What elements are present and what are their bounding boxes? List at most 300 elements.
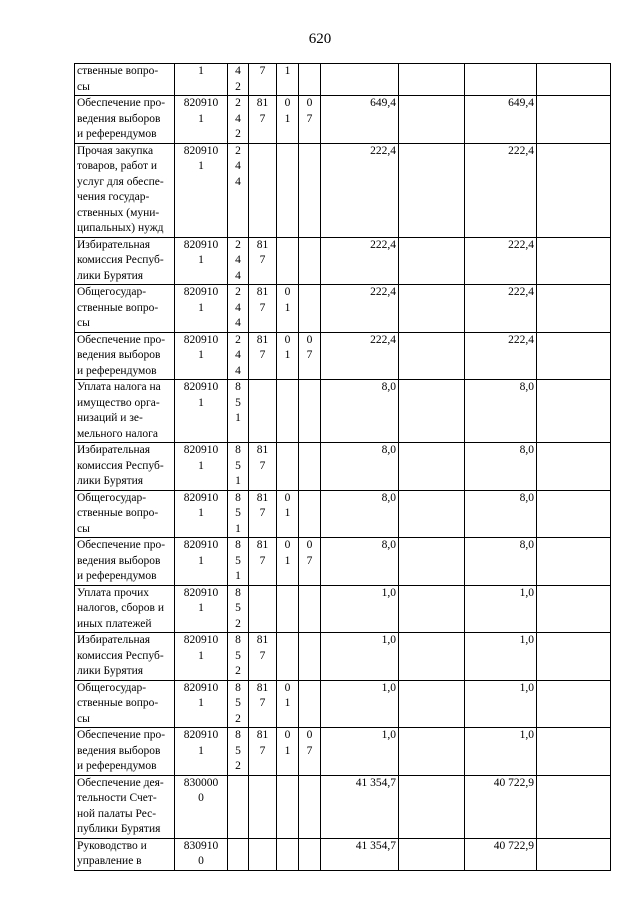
item-name-line: Руководство и xyxy=(77,839,147,852)
table-row xyxy=(75,538,611,586)
expense-type-cell xyxy=(228,585,249,633)
amount-year-2-cell: 8,0 xyxy=(465,538,537,586)
expense-type-cell xyxy=(228,838,249,870)
item-name-line: ведения выборов xyxy=(77,554,161,567)
item-name-line: комиссия Респуб- xyxy=(77,459,164,472)
amount-year-2-cell: 8,0 xyxy=(465,490,537,538)
target-code-line: 820910 xyxy=(183,729,219,741)
section-cell xyxy=(249,490,277,538)
section-line: 81 xyxy=(256,539,269,551)
blank-last-column-cell xyxy=(537,96,611,144)
sub-code-cell xyxy=(299,443,321,491)
expense-type-line: 1 xyxy=(235,570,241,582)
target-code-line: 1 xyxy=(198,396,204,409)
sub-code-line: 0 xyxy=(306,729,313,741)
expense-type-line: 5 xyxy=(235,396,241,409)
expense-type-line: 4 xyxy=(235,175,241,188)
item-name-line: Уплата прочих xyxy=(77,586,150,599)
target-code-line: 820910 xyxy=(183,586,219,599)
sub-code-cell xyxy=(299,237,321,285)
section-line: 7 xyxy=(259,301,266,314)
expense-type-line: 4 xyxy=(235,317,241,329)
target-code-line: 1 xyxy=(198,697,204,709)
blank-column-cell xyxy=(399,237,465,285)
blank-column-cell xyxy=(399,680,465,728)
expense-type-line: 4 xyxy=(235,65,241,77)
table-row xyxy=(75,775,611,838)
target-code-cell xyxy=(175,728,228,776)
item-name-line: Общегосудар- xyxy=(77,286,147,298)
target-code-cell xyxy=(175,143,228,237)
blank-last-column-cell xyxy=(537,728,611,776)
expense-type-line: 1 xyxy=(235,412,241,424)
section-cell xyxy=(249,96,277,144)
target-code-cell xyxy=(175,633,228,681)
item-name-line: комиссия Респуб- xyxy=(77,649,164,662)
amount-year-1-cell: 8,0 xyxy=(321,443,399,491)
section-cell xyxy=(249,143,277,237)
blank-last-column-cell xyxy=(537,64,611,96)
target-code-cell xyxy=(175,838,228,870)
blank-column-cell xyxy=(399,143,465,237)
item-name-line: ведения выборов xyxy=(77,744,161,757)
target-code-line: 820910 xyxy=(183,539,219,551)
sub-code-cell xyxy=(299,538,321,586)
expense-type-line: 5 xyxy=(235,459,241,472)
section-cell xyxy=(249,332,277,380)
subsection-cell xyxy=(277,237,299,285)
expense-type-line: 4 xyxy=(235,364,241,377)
item-name-cell xyxy=(75,380,175,443)
amount-year-1-cell: 222,4 xyxy=(321,332,399,380)
section-cell xyxy=(249,64,277,96)
blank-last-column-cell xyxy=(537,585,611,633)
blank-column-cell xyxy=(399,443,465,491)
amount-year-1-cell: 41 354,7 xyxy=(321,775,399,838)
subsection-line: 1 xyxy=(284,554,291,567)
subsection-line: 0 xyxy=(284,491,291,504)
section-line: 7 xyxy=(259,744,266,757)
sub-code-cell xyxy=(299,585,321,633)
table-row xyxy=(75,490,611,538)
subsection-line: 0 xyxy=(284,729,291,741)
target-code-line: 820910 xyxy=(183,144,219,157)
amount-year-1-cell: 41 354,7 xyxy=(321,838,399,870)
blank-column-cell xyxy=(399,285,465,333)
item-name-line: сы xyxy=(77,317,90,329)
table-row xyxy=(75,443,611,491)
item-name-line: Обеспечение дея- xyxy=(77,776,164,789)
expense-type-line: 8 xyxy=(235,729,241,741)
expense-type-cell xyxy=(228,380,249,443)
subsection-cell xyxy=(277,728,299,776)
target-code-line: 830000 xyxy=(183,776,219,789)
expense-type-line: 4 xyxy=(235,160,241,172)
expense-type-cell xyxy=(228,490,249,538)
blank-column-cell xyxy=(399,838,465,870)
item-name-line: мельного налога xyxy=(77,427,158,440)
subsection-cell xyxy=(277,538,299,586)
subsection-line: 1 xyxy=(284,744,291,757)
section-line: 81 xyxy=(256,491,269,504)
table-row xyxy=(75,633,611,681)
expense-type-line: 2 xyxy=(235,665,241,677)
section-cell xyxy=(249,838,277,870)
target-code-cell xyxy=(175,443,228,491)
item-name-cell xyxy=(75,490,175,538)
item-name-line: сы xyxy=(77,80,90,93)
sub-code-cell xyxy=(299,380,321,443)
subsection-cell xyxy=(277,490,299,538)
item-name-cell xyxy=(75,633,175,681)
section-line: 81 xyxy=(256,681,269,694)
item-name-line: ственные вопро- xyxy=(77,301,159,314)
section-line: 81 xyxy=(256,634,269,646)
item-name-cell xyxy=(75,285,175,333)
item-name-cell xyxy=(75,680,175,728)
blank-column-cell xyxy=(399,585,465,633)
expense-type-line: 5 xyxy=(235,554,241,567)
expense-type-cell xyxy=(228,633,249,681)
expense-type-cell xyxy=(228,443,249,491)
item-name-line: лики Бурятия xyxy=(77,475,144,487)
expense-type-line: 5 xyxy=(235,697,241,709)
item-name-line: ной палаты Рес- xyxy=(77,807,157,820)
item-name-line: услуг для обеспе- xyxy=(77,175,164,188)
expense-type-line: 1 xyxy=(235,475,241,487)
amount-year-1-cell: 222,4 xyxy=(321,237,399,285)
section-line: 7 xyxy=(259,554,266,567)
target-code-cell xyxy=(175,585,228,633)
item-name-line: Избирательная xyxy=(77,634,151,646)
item-name-line: тельности Счет- xyxy=(77,792,157,804)
item-name-line: и референдумов xyxy=(77,364,157,377)
expense-type-line: 2 xyxy=(235,760,241,772)
item-name-line: Уплата налога на xyxy=(77,381,161,393)
subsection-cell xyxy=(277,143,299,237)
target-code-line: 1 xyxy=(198,507,204,519)
amount-year-2-cell: 222,4 xyxy=(465,332,537,380)
section-cell xyxy=(249,443,277,491)
item-name-line: Обеспечение про- xyxy=(77,539,166,551)
item-name-cell xyxy=(75,838,175,870)
table-row xyxy=(75,332,611,380)
expense-type-line: 5 xyxy=(235,602,241,614)
table-row xyxy=(75,380,611,443)
item-name-line: Избирательная xyxy=(77,238,151,251)
table-row xyxy=(75,285,611,333)
subsection-cell xyxy=(277,380,299,443)
item-name-cell xyxy=(75,775,175,838)
blank-last-column-cell xyxy=(537,143,611,237)
subsection-line: 1 xyxy=(284,112,291,125)
amount-year-2-cell: 222,4 xyxy=(465,143,537,237)
expense-type-cell xyxy=(228,143,249,237)
amount-year-2-cell: 1,0 xyxy=(465,680,537,728)
amount-year-2-cell: 8,0 xyxy=(465,443,537,491)
item-name-line: сы xyxy=(77,712,90,725)
target-code-cell xyxy=(175,490,228,538)
section-line: 81 xyxy=(256,333,269,346)
sub-code-line: 0 xyxy=(306,539,313,551)
expense-type-line: 4 xyxy=(235,349,241,361)
expense-type-line: 4 xyxy=(235,112,241,125)
sub-code-line: 0 xyxy=(306,333,313,346)
sub-code-cell xyxy=(299,490,321,538)
target-code-line: 1 xyxy=(198,602,204,614)
section-cell xyxy=(249,775,277,838)
subsection-cell xyxy=(277,64,299,96)
target-code-line: 830910 xyxy=(183,839,219,852)
target-code-line: 0 xyxy=(198,855,204,867)
subsection-line: 0 xyxy=(284,681,291,694)
item-name-line: Обеспечение про- xyxy=(77,333,166,346)
target-code-line: 820910 xyxy=(183,634,219,646)
item-name-line: лики Бурятия xyxy=(77,269,144,282)
table-row xyxy=(75,64,611,96)
expense-type-line: 5 xyxy=(235,744,241,757)
section-line: 81 xyxy=(256,97,269,109)
item-name-cell xyxy=(75,538,175,586)
item-name-line: ственные вопро- xyxy=(77,65,159,77)
sub-code-cell xyxy=(299,633,321,681)
expense-type-line: 8 xyxy=(235,681,241,694)
subsection-cell xyxy=(277,633,299,681)
target-code-cell xyxy=(175,237,228,285)
expense-type-line: 2 xyxy=(235,97,241,109)
amount-year-2-cell: 1,0 xyxy=(465,633,537,681)
expense-type-line: 4 xyxy=(235,254,241,266)
blank-last-column-cell xyxy=(537,633,611,681)
expense-type-line: 8 xyxy=(235,586,241,599)
item-name-line: лики Бурятия xyxy=(77,665,144,677)
item-name-line: Прочая закупка xyxy=(77,144,154,157)
amount-year-1-cell: 1,0 xyxy=(321,633,399,681)
item-name-line: низаций и зе- xyxy=(77,412,143,424)
item-name-line: ственных (муни- xyxy=(77,206,160,219)
item-name-line: ственные вопро- xyxy=(77,697,159,709)
target-code-line: 1 xyxy=(198,112,204,125)
section-line: 81 xyxy=(256,444,269,456)
item-name-cell xyxy=(75,585,175,633)
blank-column-cell xyxy=(399,775,465,838)
item-name-line: и референдумов xyxy=(77,760,157,772)
target-code-line: 820910 xyxy=(183,333,219,346)
expense-type-line: 8 xyxy=(235,634,241,646)
expense-type-cell xyxy=(228,332,249,380)
table-row xyxy=(75,728,611,776)
amount-year-2-cell: 8,0 xyxy=(465,380,537,443)
subsection-line: 1 xyxy=(284,507,291,519)
sub-code-cell xyxy=(299,64,321,96)
target-code-cell xyxy=(175,380,228,443)
target-code-line: 1 xyxy=(198,554,204,567)
expense-type-line: 2 xyxy=(235,286,241,298)
sub-code-line: 7 xyxy=(306,554,313,567)
section-line: 81 xyxy=(256,729,269,741)
item-name-line: ведения выборов xyxy=(77,112,161,125)
target-code-line: 820910 xyxy=(183,491,219,504)
target-code-line: 820910 xyxy=(183,238,219,251)
expense-type-cell xyxy=(228,96,249,144)
expense-type-cell xyxy=(228,237,249,285)
expense-type-line: 8 xyxy=(235,444,241,456)
target-code-cell xyxy=(175,775,228,838)
blank-column-cell xyxy=(399,64,465,96)
amount-year-1-cell: 222,4 xyxy=(321,285,399,333)
expense-type-cell xyxy=(228,775,249,838)
subsection-line: 1 xyxy=(284,301,291,314)
expense-type-line: 5 xyxy=(235,507,241,519)
subsection-cell xyxy=(277,285,299,333)
blank-last-column-cell xyxy=(537,443,611,491)
section-cell xyxy=(249,380,277,443)
expense-type-line: 4 xyxy=(235,269,241,282)
sub-code-line: 7 xyxy=(306,744,313,757)
target-code-cell xyxy=(175,64,228,96)
table-row xyxy=(75,680,611,728)
blank-last-column-cell xyxy=(537,380,611,443)
item-name-line: иных платежей xyxy=(77,617,152,630)
table-row xyxy=(75,143,611,237)
target-code-line: 1 xyxy=(198,65,204,77)
expense-type-line: 2 xyxy=(235,80,241,93)
subsection-cell xyxy=(277,585,299,633)
target-code-line: 1 xyxy=(198,301,204,314)
expense-type-line: 4 xyxy=(235,301,241,314)
sub-code-cell xyxy=(299,96,321,144)
expense-type-line: 8 xyxy=(235,381,241,393)
subsection-line: 0 xyxy=(284,333,291,346)
subsection-line: 0 xyxy=(284,286,291,298)
section-line: 7 xyxy=(259,349,266,361)
sub-code-cell xyxy=(299,285,321,333)
section-line: 7 xyxy=(259,254,266,266)
item-name-line: управление в xyxy=(77,855,142,867)
table-row xyxy=(75,838,611,870)
blank-column-cell xyxy=(399,490,465,538)
target-code-line: 820910 xyxy=(183,97,219,109)
section-cell xyxy=(249,680,277,728)
amount-year-2-cell xyxy=(465,64,537,96)
expense-type-cell xyxy=(228,728,249,776)
blank-column-cell xyxy=(399,633,465,681)
section-line: 7 xyxy=(259,65,266,77)
blank-column-cell xyxy=(399,380,465,443)
expense-type-cell xyxy=(228,680,249,728)
subsection-line: 1 xyxy=(284,349,291,361)
target-code-line: 1 xyxy=(198,349,204,361)
target-code-line: 1 xyxy=(198,254,204,266)
expense-type-line: 2 xyxy=(235,238,241,251)
subsection-cell xyxy=(277,680,299,728)
blank-column-cell xyxy=(399,538,465,586)
expense-type-line: 2 xyxy=(235,144,241,157)
target-code-cell xyxy=(175,538,228,586)
subsection-cell xyxy=(277,775,299,838)
subsection-cell xyxy=(277,838,299,870)
sub-code-line: 0 xyxy=(306,97,313,109)
blank-last-column-cell xyxy=(537,490,611,538)
subsection-cell xyxy=(277,443,299,491)
blank-last-column-cell xyxy=(537,838,611,870)
target-code-cell xyxy=(175,96,228,144)
section-cell xyxy=(249,285,277,333)
target-code-cell xyxy=(175,680,228,728)
target-code-line: 1 xyxy=(198,459,204,472)
page-number: 620 xyxy=(308,31,332,47)
sub-code-line: 7 xyxy=(306,349,313,361)
item-name-cell xyxy=(75,96,175,144)
item-name-line: ципальных) нужд xyxy=(77,222,164,234)
amount-year-2-cell: 40 722,9 xyxy=(465,775,537,838)
section-cell xyxy=(249,237,277,285)
subsection-line: 0 xyxy=(284,97,291,109)
item-name-cell xyxy=(75,728,175,776)
item-name-line: имущество орга- xyxy=(77,396,160,409)
section-line: 7 xyxy=(259,459,266,472)
item-name-line: товаров, работ и xyxy=(77,160,158,172)
subsection-line: 1 xyxy=(284,65,291,77)
amount-year-2-cell: 649,4 xyxy=(465,96,537,144)
blank-last-column-cell xyxy=(537,538,611,586)
target-code-line: 820910 xyxy=(183,286,219,298)
section-cell xyxy=(249,728,277,776)
budget-table xyxy=(74,63,611,871)
target-code-cell xyxy=(175,285,228,333)
amount-year-2-cell: 222,4 xyxy=(465,285,537,333)
section-cell xyxy=(249,538,277,586)
expense-type-line: 2 xyxy=(235,128,241,140)
item-name-line: ственные вопро- xyxy=(77,507,159,519)
section-line: 7 xyxy=(259,112,266,125)
amount-year-2-cell: 1,0 xyxy=(465,585,537,633)
blank-last-column-cell xyxy=(537,775,611,838)
item-name-line: Общегосудар- xyxy=(77,681,147,694)
amount-year-1-cell: 8,0 xyxy=(321,538,399,586)
blank-last-column-cell xyxy=(537,680,611,728)
item-name-line: чения государ- xyxy=(77,191,150,203)
table-body xyxy=(75,64,611,871)
section-cell xyxy=(249,585,277,633)
item-name-line: Обеспечение про- xyxy=(77,729,166,741)
amount-year-1-cell: 1,0 xyxy=(321,680,399,728)
sub-code-line: 7 xyxy=(306,112,313,125)
target-code-line: 1 xyxy=(198,744,204,757)
target-code-line: 820910 xyxy=(183,681,219,694)
expense-type-cell xyxy=(228,538,249,586)
item-name-line: Избирательная xyxy=(77,444,151,456)
target-code-line: 820910 xyxy=(183,381,219,393)
amount-year-2-cell: 1,0 xyxy=(465,728,537,776)
section-line: 7 xyxy=(259,507,266,519)
amount-year-1-cell xyxy=(321,64,399,96)
item-name-line: и референдумов xyxy=(77,128,157,140)
amount-year-2-cell: 40 722,9 xyxy=(465,838,537,870)
blank-last-column-cell xyxy=(537,237,611,285)
item-name-line: сы xyxy=(77,522,90,535)
blank-column-cell xyxy=(399,96,465,144)
sub-code-cell xyxy=(299,680,321,728)
amount-year-1-cell: 8,0 xyxy=(321,490,399,538)
sub-code-cell xyxy=(299,775,321,838)
section-line: 81 xyxy=(256,238,269,251)
amount-year-1-cell: 8,0 xyxy=(321,380,399,443)
section-line: 81 xyxy=(256,286,269,298)
target-code-line: 820910 xyxy=(183,444,219,456)
sub-code-cell xyxy=(299,728,321,776)
section-line: 7 xyxy=(259,697,266,709)
